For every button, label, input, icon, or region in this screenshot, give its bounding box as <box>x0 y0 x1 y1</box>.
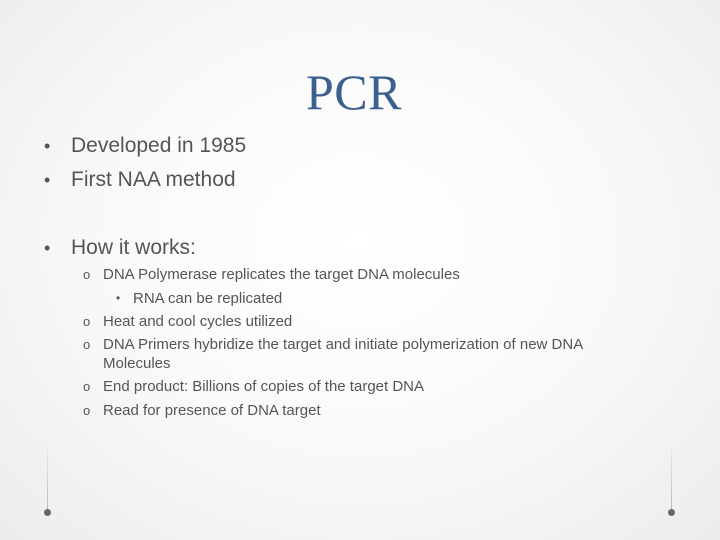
bullet-icon: • <box>44 136 51 156</box>
left-decor-line <box>47 440 48 510</box>
sub-bullet-text: End product: Billions of copies of the target DNA <box>103 378 425 395</box>
bullet-icon: • <box>44 170 51 190</box>
circle-bullet-icon: o <box>83 314 91 329</box>
circle-bullet-icon: o <box>83 337 91 352</box>
bullet-text: How it works: <box>71 236 196 259</box>
sub-sub-bullet-text: RNA can be replicated <box>133 290 283 307</box>
sub-bullet-text: Heat and cool cycles utilized <box>103 313 293 330</box>
circle-bullet-icon: o <box>83 267 91 282</box>
bullet-icon: • <box>44 238 51 258</box>
left-decor-dot-icon <box>44 509 51 516</box>
right-decor-dot-icon <box>668 509 675 516</box>
bullet-icon: • <box>116 291 121 305</box>
circle-bullet-icon: o <box>83 403 91 418</box>
slide-title: PCR <box>306 64 403 120</box>
sub-bullet-text: DNA Polymerase replicates the target DNA molecules <box>103 266 460 283</box>
bullet-text: Developed in 1985 <box>71 134 247 157</box>
sub-bullet-text: Read for presence of DNA target <box>103 402 321 419</box>
sub-bullet-text: DNA Primers hybridize the target and initiate polymerization of new DNA Molecules <box>103 336 583 372</box>
right-decor-line <box>671 440 672 510</box>
bullet-text: First NAA method <box>71 168 236 191</box>
circle-bullet-icon: o <box>83 379 91 394</box>
